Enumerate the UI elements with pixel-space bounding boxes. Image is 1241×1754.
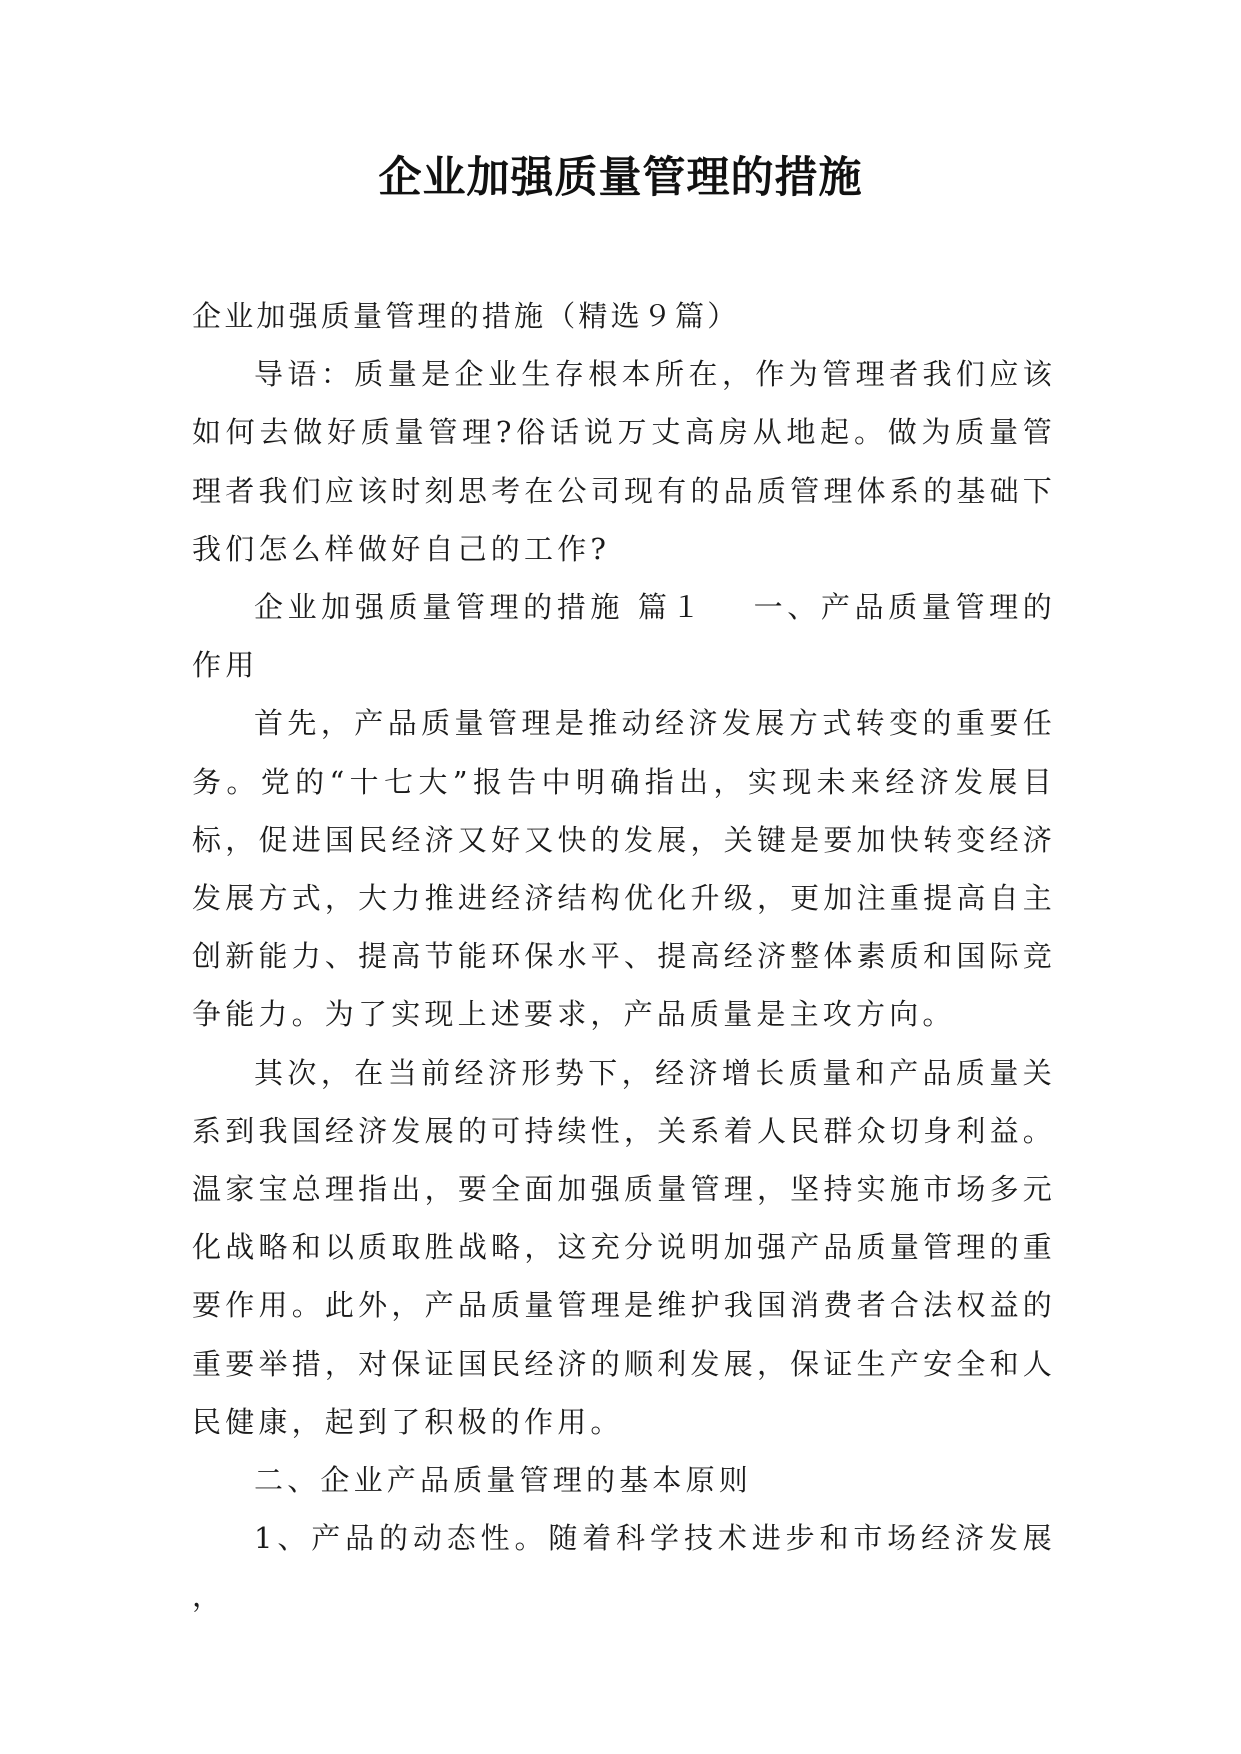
chapter-heading: 企业加强质量管理的措施 篇１ — [254, 590, 706, 625]
section2-heading: 二、企业产品质量管理的基本原则 — [254, 1463, 753, 1498]
chapter-heading-line — [192, 578, 1056, 694]
intro-paragraph: 导语：质量是企业生存根本所在，作为管理者我们应该如何去做好质量管理?俗话说万丈高房从地起。做为质量管理者我们应该时刻思考在公司现有的品质管理体系的基础下我们怎么样做好自己的工作? — [192, 357, 1056, 566]
section1-heading: 一、产品质量管理的作用 — [192, 590, 1056, 683]
document-subtitle: 企业加强质量管理的措施（精选９篇） — [192, 299, 740, 333]
paragraph-1: 首先，产品质量管理是推动经济发展方式转变的重要任务。党的“十七大”报告中明确指出，实现未来经济发展目标，促进国民经济又好又快的发展，关键是要加快转变经济发展方式，大力推进经济结构优化升级，更加注重提高自主创新能力、提高节能环保水平、提高经济整体素质和国际竞争能力。为了实现上述要求，产品质量是主攻方向。 — [192, 706, 1056, 1032]
document-title: 企业加强质量管理的措施 — [378, 153, 863, 203]
paragraph-2: 其次，在当前经济形势下，经济增长质量和产品质量关系到我国经济发展的可持续性，关系着人民群众切身利益。温家宝总理指出，要全面加强质量管理，坚持实施市场多元化战略和以质取胜战略，这充分说明加强产品质量管理的重要作用。此外，产品质量管理是维护我国消费者合法权益的重要举措，对保证国民经济的顺利发展，保证生产安全和人民健康，起到了积极的作用。 — [192, 1055, 1056, 1439]
document-body — [192, 287, 1056, 1626]
paragraph-3: 1、产品的动态性。随着科学技术进步和市场经济发展， — [192, 1521, 1056, 1614]
